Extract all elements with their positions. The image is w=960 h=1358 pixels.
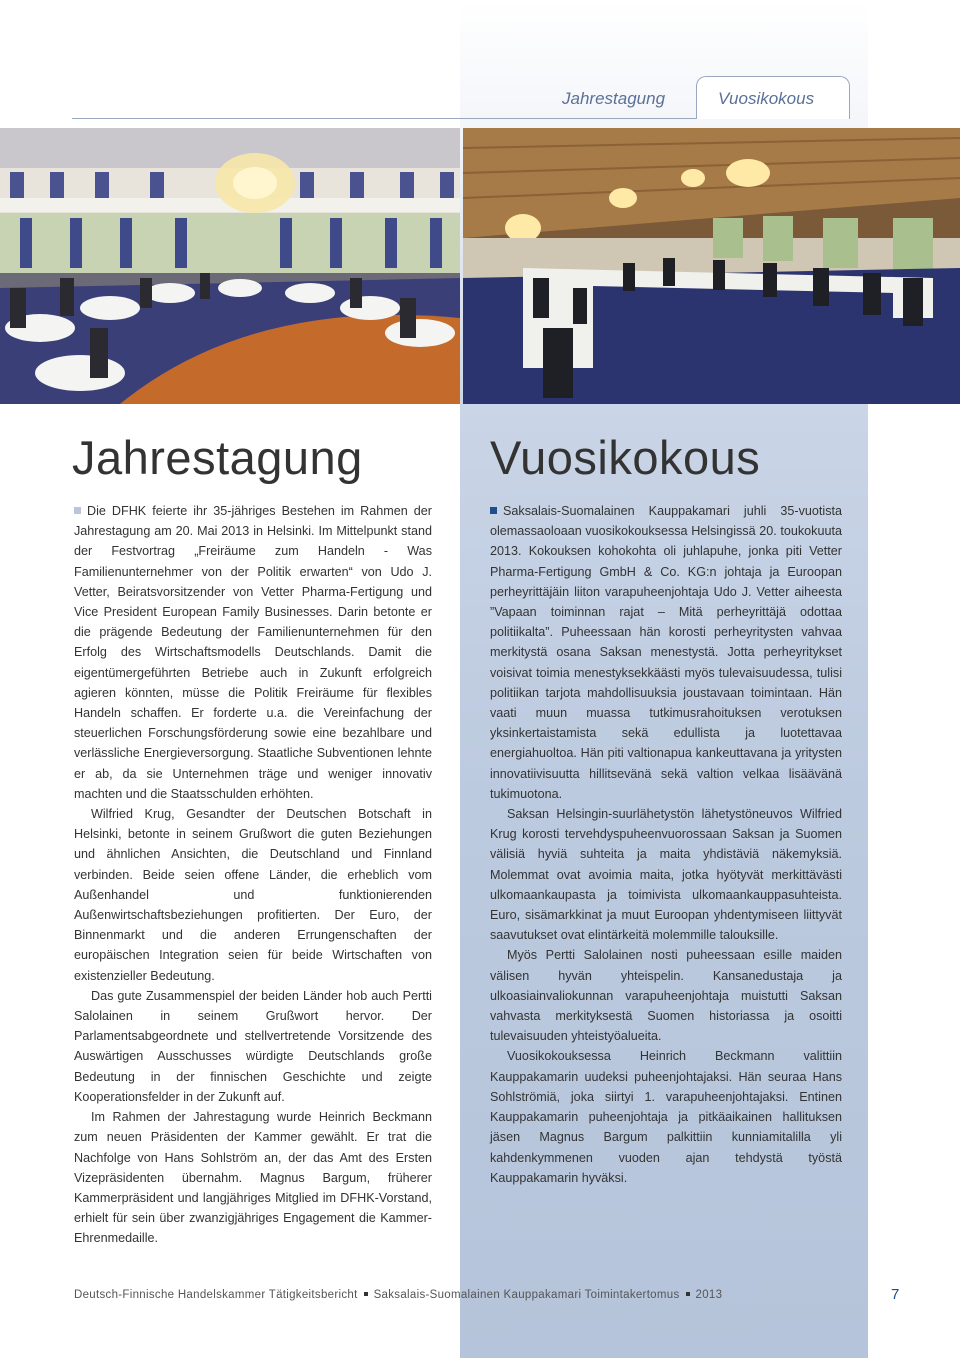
title-finnish: Vuosikokous xyxy=(490,431,761,484)
paragraph: Myös Pertti Salolainen nosti puheessaan esille maiden välisen hyvän yhteispelin. Kansanedustaja ja ulkoasiainvaliokunnan varapuheenjohtaja muistutti Saksan vahvasta merkityksestä Suomen historiassa ja osoitti tulevaisuuden yhteistyöalueita. xyxy=(490,948,842,1044)
paragraph xyxy=(74,501,432,804)
article-finnish xyxy=(490,501,842,1188)
bullet-square-icon xyxy=(74,507,81,514)
footer xyxy=(74,1289,722,1301)
paragraph xyxy=(490,501,842,804)
footer-title-finnish: Saksalais-Suomalainen Kauppakamari Toimintakertomus xyxy=(373,1289,680,1301)
tab-vuosikokous[interactable]: Vuosikokous xyxy=(718,89,815,108)
separator-dot-icon xyxy=(686,1292,690,1296)
separator-dot-icon xyxy=(364,1292,368,1296)
article-german xyxy=(74,501,432,1249)
photo-banquet-hall xyxy=(0,128,460,404)
paragraph: Saksan Helsingin-suurlähetystön lähetystöneuvos Wilfried Krug korosti tervehdyspuheenvuorossaan Saksan ja Suomen välisiä hyviä suhteita ja maita yhdistäviä näkemyksiä. Molemmat ovat avoimia maita, jotka hyötyvät merkittävästi ulkomaankaupasta ja toimivista ulkomaankauppasuhteista. Euro, sisämarkkinat ja muut Euroopan yhdentymiseen liittyvät saavutukset ovat elintärkeitä molemmille talouksille. xyxy=(490,807,842,943)
paragraph: Im Rahmen der Jahrestagung wurde Heinrich Beckmann zum neuen Präsidenten der Kammer gewählt. Er trat die Nachfolge von Hans Sohlström an, der das Amt des Ersten Vizepräsidenten übernahm. Magnus Bargum, früherer Kammerpräsident und langjähriges Mitglied im DFHK-Vorstand, erhielt für sein über zwanzigjähriges Engagement die Kammer-Ehrenmedaille. xyxy=(74,1110,432,1246)
paragraph: Vuosikokouksessa Heinrich Beckmann valittiin Kauppakamarin uudeksi puheenjohtajaksi. Hän seuraa Hans Sohlströmiä, joka siirtyi 1. varapuheenjohtajaksi. Entinen Kauppakamarin puheenjohtaja ja pitkäaikainen hallituksen jäsen Magnus Bargum palkittiin kunniamitalilla yli kahdenkymmenen vuoden ajan tehdystä työstä Kauppakamarin hyväksi. xyxy=(490,1049,842,1185)
footer-title-german: Deutsch-Finnische Handelskammer Tätigkeitsbericht xyxy=(74,1289,358,1301)
paragraph-text: Saksalais-Suomalainen Kauppakamari juhli 35-vuotista olemassaoloaan vuosikokouksessa Helsingissä 20. toukokuuta 2013. Kokouksen kohokohta oli juhlapuhe, jonka piti Vetter Pharma-Fertigung GmbH & Co. KG:n johtaja ja Euroopan perheyrittäjäin liiton varapuheenjohtaja Udo J. Vetter aiheesta ”Vapaan toiminnan rajat – Mitä perheyrittäjä odottaa politiikalta”. Puheessaan hän korosti perheyritysten vahvaa merkitystä osana Saksan menestystä. Jotta perheyritykset voisivat toimia menestyksekkäästi myös tulevaisuudessa, tulisi politiikan tarjota mahdollisuuksia joustavaan toimintaan. Hän vaati muun muassa tutkimusrahoituksen verotuksen yksinkertaistamista sekä edullista ja luotettavaa energiahuoltoa. Hän piti valtionapua kankeuttavana ja yritysten innovatiivisuutta hillitsevänä sekä valtion velkaa lisäävänä tukimuotona. xyxy=(490,504,842,801)
paragraph: Wilfried Krug, Gesandter der Deutschen Botschaft in Helsinki, betonte in seinem Grußwort die guten Beziehungen und ähnlichen Ansichten, die Deutschland und Finnland verbinden. Beide seien offene Länder, die erheblich vom Außenhandel und funktionierenden Außenwirtschaftsbeziehungen profitierten. Der Euro, der Binnenmarkt und die anderen Errungenschaften der europäischen Integration seien für beide Wirtschaften von existenzieller Bedeutung. xyxy=(74,807,432,983)
paragraph-text: Die DFHK feierte ihr 35-jähriges Bestehen im Rahmen der Jahrestagung am 20. Mai 2013 in Helsinki. Im Mittelpunkt stand der Festvortrag „Freiräume zum Handeln - Was Familienunternehmer von der Politik erwarten“ von Udo J. Vetter, Beiratsvorsitzender von Vetter Pharma-Fertigung und Vice President European Family Businesses. Darin betonte er die prägende Bedeutung der Familienunternehmen für den Erfolg des Wirtschaftsmodells Deutschlands. Damit die eigentümergeführten Betriebe auch in Zukunft erfolgreich agieren könnten, müsse die Politik Freiräume für flexibles Handeln schaffen. Er forderte u.a. die Vereinfachung der steuerlichen Forschungsförderung sowie eine bezahlbare und verlässliche Energieversorgung. Staatliche Subventionen lehnte er ab, da sie Unternehmen träge und weniger innovativ machten und die Staatsschulden erhöhten. xyxy=(74,504,432,801)
footer-year: 2013 xyxy=(695,1289,723,1301)
photo-meeting-room xyxy=(463,128,960,404)
tab-jahrestagung[interactable]: Jahrestagung xyxy=(562,89,666,108)
paragraph: Das gute Zusammenspiel der beiden Länder hob auch Pertti Salolainen in seinem Grußwort hervor. Der Parlamentsabgeordnete und stellvertretende Vorsitzende des Auswärtigen Ausschusses würdigte Deutschlands große Bedeutung in der finnischen Geschichte und zeigte Kooperationsfelder in der Zukunft auf. xyxy=(74,988,432,1104)
title-german: Jahrestagung xyxy=(72,431,363,484)
bullet-square-icon xyxy=(490,507,497,514)
page-number: 7 xyxy=(891,1286,900,1303)
